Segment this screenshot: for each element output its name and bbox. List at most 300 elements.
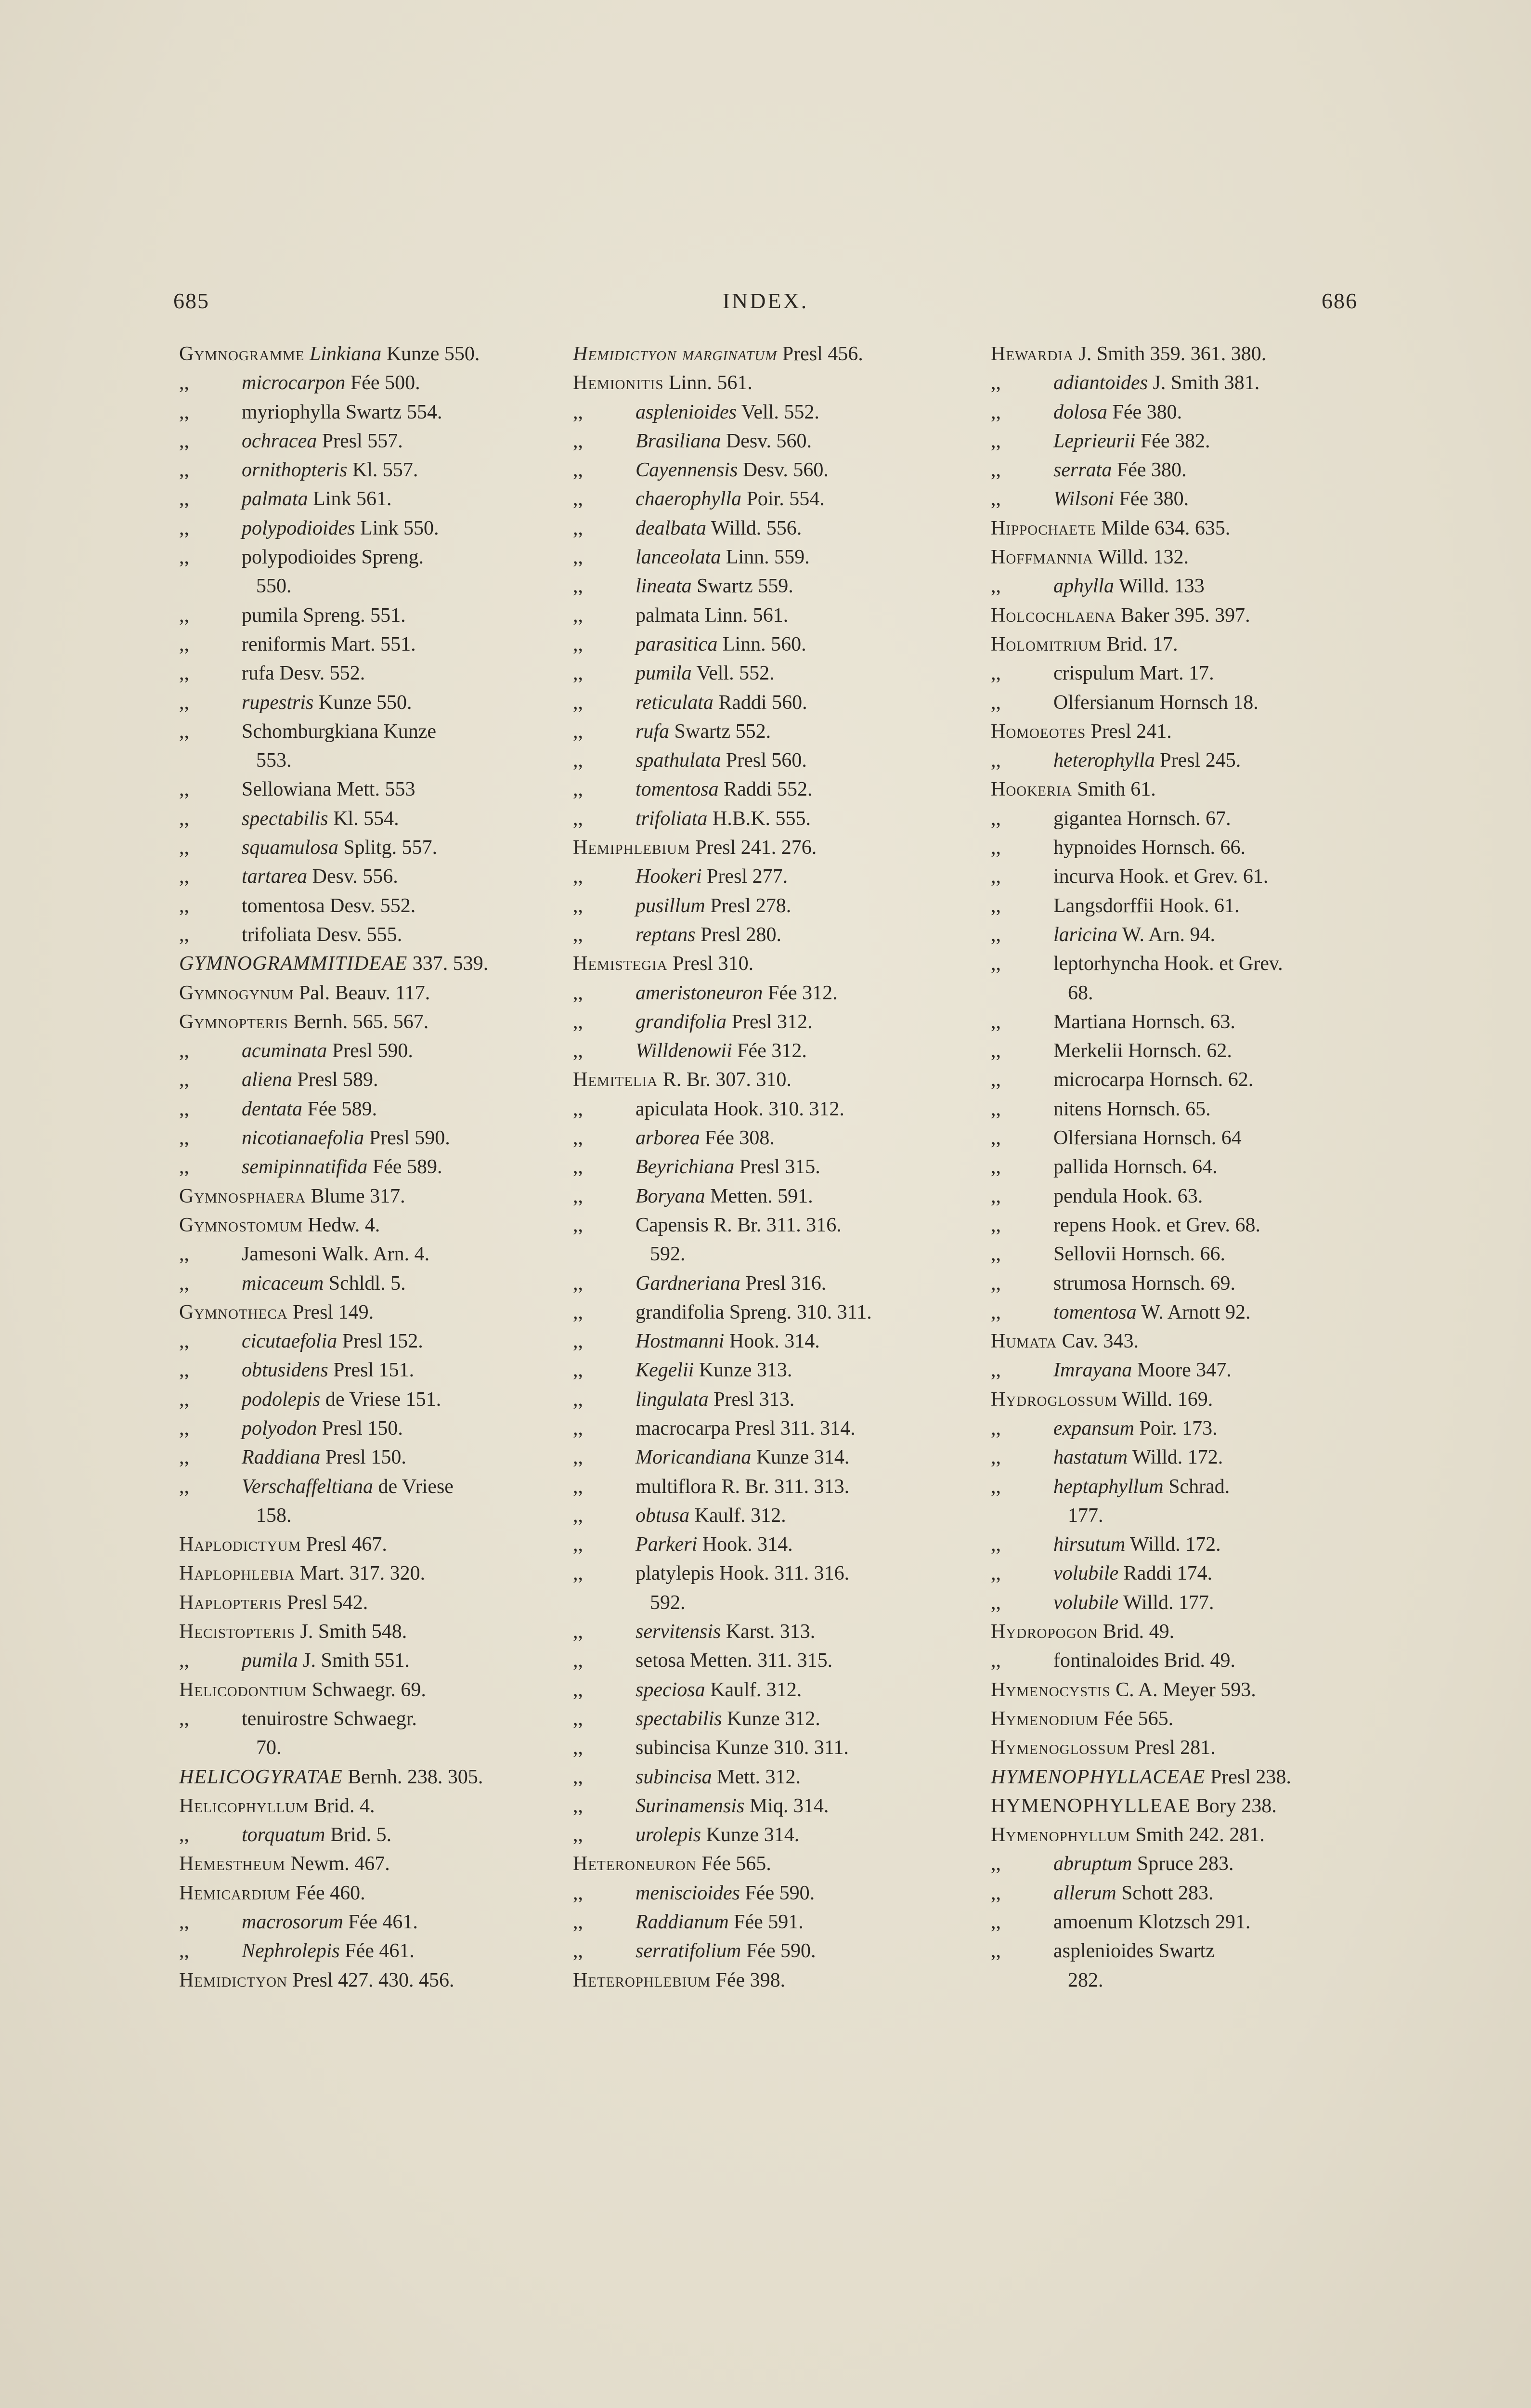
index-entry: [573, 1908, 973, 1937]
ditto-mark: ,,: [179, 720, 189, 743]
entry-species: subincisa: [636, 1737, 711, 1759]
ditto-mark: ,,: [573, 1911, 583, 1934]
entry-species: grandifolia: [636, 1010, 727, 1033]
index-entry: [991, 1559, 1414, 1588]
index-entry: [991, 775, 1414, 804]
entry-reference: Cav. 343.: [1062, 1330, 1139, 1353]
entry-reference: Brid. 49.: [1103, 1621, 1175, 1643]
index-entry: [991, 1414, 1414, 1443]
entry-reference: Presl 589.: [297, 1069, 378, 1091]
entry-species: Langsdorffii: [1053, 894, 1155, 917]
entry-species: obtusidens: [242, 1359, 328, 1382]
ditto-mark: ,,: [573, 1882, 583, 1904]
entry-species: meniscioides: [636, 1882, 740, 1904]
entry-species: pendula: [1053, 1185, 1117, 1207]
ditto-mark: ,,: [573, 720, 583, 743]
entry-reference: Desv. 556.: [312, 865, 398, 888]
entry-species: cicutaefolia: [242, 1330, 337, 1353]
entry-species: laricina: [1053, 923, 1117, 946]
ditto-mark: ,,: [991, 1649, 1001, 1672]
index-entry: [179, 484, 579, 513]
entry-species: grandifolia: [636, 1301, 725, 1323]
entry-species: Beyrichiana: [636, 1156, 735, 1178]
ditto-mark: ,,: [179, 1940, 189, 1963]
index-entry: [991, 1356, 1414, 1385]
index-entry: [573, 920, 973, 949]
index-entry: [991, 688, 1414, 717]
index-entry: [991, 1617, 1414, 1646]
entry-species: speciosa: [636, 1678, 705, 1701]
ditto-mark: ,,: [179, 401, 189, 423]
ditto-mark: ,,: [179, 1098, 189, 1120]
entry-reference: Hornsch. 66.: [1121, 1243, 1225, 1266]
page-title: INDEX.: [722, 288, 809, 313]
entry-reference: Hornsch. 64: [1142, 1127, 1242, 1150]
entry-species: Brasiliana: [636, 430, 721, 452]
entry-reference: J. Smith 551.: [303, 1649, 410, 1672]
ditto-mark: ,,: [179, 1824, 189, 1846]
index-entry: [179, 1298, 579, 1327]
entry-reference: 592.: [650, 1591, 686, 1614]
entry-reference: Hornsch. 64.: [1113, 1156, 1218, 1178]
entry-species: torquatum: [242, 1824, 325, 1846]
index-column-1: [179, 340, 579, 1995]
ditto-mark: ,,: [991, 923, 1001, 946]
ditto-mark: ,,: [991, 865, 1001, 888]
entry-species: setosa: [636, 1649, 685, 1672]
index-entry: [179, 1065, 579, 1094]
index-entry: [991, 1966, 1414, 1995]
index-entry: [991, 1443, 1414, 1472]
index-entry: [573, 572, 973, 601]
entry-reference: Fée 380.: [1116, 459, 1187, 482]
index-entry: [179, 1849, 579, 1878]
entry-species: platylepis: [636, 1562, 714, 1585]
ditto-mark: ,,: [573, 1185, 583, 1207]
index-entry: [991, 1820, 1414, 1849]
entry-species: Merkelii: [1053, 1040, 1123, 1062]
entry-species: Nephrolepis: [242, 1940, 340, 1963]
entry-reference: Kunze 314.: [706, 1824, 800, 1846]
index-entry: [179, 775, 579, 804]
index-entry: [991, 804, 1414, 833]
entry-heading: Hemidictyon: [179, 1969, 287, 1991]
ditto-mark: ,,: [179, 923, 189, 946]
ditto-mark: ,,: [179, 1707, 189, 1730]
index-entry: [179, 1588, 579, 1617]
entry-reference: Presl 316.: [745, 1272, 827, 1295]
entry-heading: Hookeria: [991, 778, 1072, 801]
entry-reference: Schwaegr.: [333, 1707, 417, 1730]
index-entry: [991, 1240, 1414, 1269]
entry-reference: Hook. et Grev. 68.: [1111, 1214, 1260, 1236]
ditto-mark: ,,: [991, 894, 1001, 917]
index-entry: [179, 920, 579, 949]
index-entry: [179, 1269, 579, 1298]
ditto-mark: ,,: [573, 1010, 583, 1033]
entry-reference: Presl 152.: [342, 1330, 423, 1353]
entry-reference: Willd. 132.: [1098, 546, 1189, 569]
entry-reference: Schwaegr. 69.: [312, 1678, 426, 1701]
index-entry: [991, 659, 1414, 688]
entry-reference: Brid. 4.: [313, 1794, 375, 1817]
entry-reference: Swartz: [1158, 1940, 1215, 1963]
entry-species: repens: [1053, 1214, 1106, 1236]
entry-species: heterophylla: [1053, 749, 1155, 772]
index-entry: [179, 1879, 579, 1908]
ditto-mark: ,,: [991, 837, 1001, 859]
entry-species: Raddianum: [636, 1911, 729, 1934]
ditto-mark: ,,: [991, 1911, 1001, 1934]
entry-reference: Link 561.: [313, 488, 392, 510]
entry-reference: Presl 241. 276.: [695, 837, 817, 859]
ditto-mark: ,,: [991, 1475, 1001, 1498]
ditto-mark: ,,: [991, 1562, 1001, 1585]
index-entry: [179, 1008, 579, 1036]
index-entry: [991, 949, 1414, 978]
entry-reference: Fée 308.: [705, 1127, 775, 1150]
page-number-left: 685: [173, 288, 209, 313]
ditto-mark: ,,: [573, 865, 583, 888]
entry-reference: 550.: [256, 575, 292, 598]
index-entry: [179, 456, 579, 484]
index-entry: [991, 1385, 1414, 1414]
entry-reference: 553.: [256, 749, 292, 772]
entry-species: Imrayana: [1053, 1359, 1132, 1382]
ditto-mark: ,,: [573, 1388, 583, 1411]
entry-species: apiculata: [636, 1098, 709, 1120]
entry-reference: de Vriese 151.: [325, 1388, 441, 1411]
entry-species: palmata: [242, 488, 308, 510]
index-entry: [573, 398, 973, 427]
entry-species: Verschaffeltiana: [242, 1475, 373, 1498]
entry-species: palmata: [636, 604, 700, 627]
entry-species: podolepis: [242, 1388, 321, 1411]
entry-species: nicotianaefolia: [242, 1127, 364, 1150]
index-entry: [179, 1792, 579, 1820]
entry-reference: Kunze 312.: [727, 1707, 820, 1730]
ditto-mark: ,,: [179, 1330, 189, 1353]
ditto-mark: ,,: [179, 372, 189, 394]
ditto-mark: ,,: [573, 1649, 583, 1672]
entry-reference: Willd. 172.: [1132, 1446, 1223, 1469]
index-entry: [573, 1879, 973, 1908]
ditto-mark: ,,: [991, 1040, 1001, 1062]
entry-species: trifoliata: [242, 923, 311, 946]
entry-reference: Hedw. 4.: [308, 1214, 380, 1236]
index-entry: [573, 1095, 973, 1124]
entry-reference: Baker 395. 397.: [1121, 604, 1250, 627]
entry-species: gigantea: [1053, 807, 1122, 830]
entry-reference: R. Br. 307. 310.: [662, 1069, 791, 1091]
entry-species: tartarea: [242, 865, 308, 888]
entry-species: dealbata: [636, 517, 706, 539]
index-entry: [179, 1704, 579, 1733]
index-entry: [991, 1036, 1414, 1065]
entry-reference: Fée 312.: [767, 982, 838, 1004]
ditto-mark: ,,: [991, 430, 1001, 452]
index-entry: [573, 1211, 973, 1240]
index-entry: [573, 804, 973, 833]
entry-species: Hookeri: [636, 865, 702, 888]
entry-species: macrosorum: [242, 1911, 343, 1934]
entry-species: allerum: [1053, 1882, 1116, 1904]
entry-reference: Raddi 174.: [1123, 1562, 1213, 1585]
ditto-mark: ,,: [991, 807, 1001, 830]
entry-reference: Splitg. 557.: [343, 837, 438, 859]
index-entry: [179, 833, 579, 862]
ditto-mark: ,,: [573, 546, 583, 569]
entry-reference: Blume 317.: [311, 1185, 405, 1207]
entry-reference: Presl 150.: [325, 1446, 406, 1469]
ditto-mark: ,,: [991, 1127, 1001, 1150]
entry-species: reticulata: [636, 691, 714, 714]
entry-reference: Presl 238.: [1210, 1766, 1291, 1788]
index-entry: [179, 1820, 579, 1849]
ditto-mark: ,,: [991, 488, 1001, 510]
entry-species: Schomburgkiana: [242, 720, 378, 743]
ditto-mark: ,,: [991, 749, 1001, 772]
index-entry: [991, 340, 1414, 368]
entry-species: nitens: [1053, 1098, 1102, 1120]
index-entry: [991, 484, 1414, 513]
index-entry: [179, 630, 579, 659]
entry-species: Hostmanni: [636, 1330, 725, 1353]
ditto-mark: ,,: [573, 1127, 583, 1150]
ditto-mark: ,,: [573, 1621, 583, 1643]
index-entry: [991, 746, 1414, 775]
entry-species: servitensis: [636, 1621, 721, 1643]
index-entry: [573, 1646, 973, 1675]
entry-species: Kegelii: [636, 1359, 694, 1382]
entry-reference: Willd. 169.: [1122, 1388, 1213, 1411]
index-entry: [573, 1559, 973, 1588]
entry-species: chaerophylla: [636, 488, 742, 510]
index-entry: [573, 1675, 973, 1704]
entry-reference: W. Arnott 92.: [1141, 1301, 1251, 1323]
index-entry: [179, 1182, 579, 1211]
entry-reference: Raddi 560.: [718, 691, 807, 714]
ditto-mark: ,,: [179, 459, 189, 482]
entry-reference: Linn. 561.: [669, 372, 753, 394]
entry-species: amoenum: [1053, 1911, 1133, 1934]
entry-reference: Brid. 5.: [330, 1824, 392, 1846]
entry-species: rupestris: [242, 691, 314, 714]
index-entry: [179, 717, 579, 746]
ditto-mark: ,,: [573, 488, 583, 510]
entry-heading: Hymenodium: [991, 1707, 1099, 1730]
entry-reference: Presl 277.: [707, 865, 788, 888]
entry-reference: Milde 634. 635.: [1101, 517, 1231, 539]
ditto-mark: ,,: [573, 1098, 583, 1120]
entry-heading: Hippochaete: [991, 517, 1096, 539]
entry-reference: Spreng. 310. 311.: [729, 1301, 872, 1323]
index-entry: [573, 427, 973, 456]
entry-reference: Presl 590.: [332, 1040, 413, 1062]
entry-heading: Humata: [991, 1330, 1057, 1353]
ditto-mark: ,,: [179, 662, 189, 685]
entry-reference: Presl 151.: [333, 1359, 415, 1382]
index-entry: [179, 1124, 579, 1152]
index-entry: [991, 1733, 1414, 1762]
ditto-mark: ,,: [991, 1098, 1001, 1120]
entry-species: reptans: [636, 923, 696, 946]
entry-species: Willdenowii: [636, 1040, 732, 1062]
index-entry: [991, 572, 1414, 601]
index-entry: [991, 1065, 1414, 1094]
entry-reference: Kaulf. 312.: [710, 1678, 802, 1701]
ditto-mark: ,,: [991, 662, 1001, 685]
entry-reference: 70.: [256, 1737, 282, 1759]
index-entry: [179, 398, 579, 427]
entry-species: semipinnatifida: [242, 1156, 368, 1178]
ditto-mark: ,,: [179, 1040, 189, 1062]
index-entry: [179, 1937, 579, 1965]
entry-reference: H.B.K. 555.: [712, 807, 811, 830]
ditto-mark: ,,: [991, 459, 1001, 482]
entry-heading: Holomitrium: [991, 633, 1102, 655]
entry-heading: Hemitelia: [573, 1069, 658, 1091]
entry-reference: Fée 589.: [372, 1156, 442, 1178]
entry-species: Olfersiana: [1053, 1127, 1138, 1150]
ditto-mark: ,,: [573, 1330, 583, 1353]
entry-heading: Gymnogynum: [179, 982, 294, 1004]
entry-species: pallida: [1053, 1156, 1109, 1178]
entry-species: Parkeri: [636, 1533, 698, 1556]
ditto-mark: ,,: [991, 1243, 1001, 1266]
entry-species: fontinaloides: [1053, 1649, 1159, 1672]
index-entry: [573, 1036, 973, 1065]
ditto-mark: ,,: [179, 865, 189, 888]
entry-species: asplenioides: [1053, 1940, 1154, 1963]
entry-heading: Heteroneuron: [573, 1853, 697, 1875]
entry-reference: 68.: [1068, 982, 1093, 1004]
entry-reference: Spreng. 551.: [303, 604, 406, 627]
entry-heading: Hydroglossum: [991, 1388, 1118, 1411]
entry-reference: Presl 427. 430. 456.: [292, 1969, 454, 1991]
ditto-mark: ,,: [573, 1214, 583, 1236]
entry-reference: Kaulf. 312.: [694, 1504, 786, 1527]
entry-species: ameristoneuron: [636, 982, 763, 1004]
entry-species: pumila: [242, 1649, 298, 1672]
ditto-mark: ,,: [573, 401, 583, 423]
index-entry: [991, 1937, 1414, 1965]
index-entry: [179, 979, 579, 1008]
entry-reference: Presl 542.: [287, 1591, 368, 1614]
ditto-mark: ,,: [573, 1504, 583, 1527]
entry-species: polypodioides: [242, 517, 355, 539]
index-entry: [573, 543, 973, 572]
entry-heading: Hecistopteris: [179, 1621, 295, 1643]
entry-reference: Fée 380.: [1119, 488, 1189, 510]
index-entry: [991, 1095, 1414, 1124]
entry-reference: Fée 312.: [737, 1040, 807, 1062]
entry-reference: Presl 313.: [714, 1388, 795, 1411]
entry-species: microcarpa: [1053, 1069, 1144, 1091]
index-entry: [991, 601, 1414, 630]
entry-reference: Presl 456.: [782, 343, 863, 365]
entry-reference: Hornsch. 62.: [1149, 1069, 1254, 1091]
index-entry: [179, 1501, 579, 1530]
entry-species: pusillum: [636, 894, 705, 917]
index-entry: [991, 1008, 1414, 1036]
index-entry: [179, 1559, 579, 1588]
entry-species: asplenioides: [636, 401, 737, 423]
entry-reference: Desv. 560.: [742, 459, 829, 482]
ditto-mark: ,,: [573, 749, 583, 772]
entry-species: multiflora: [636, 1475, 716, 1498]
entry-reference: 337. 539.: [412, 953, 489, 975]
ditto-mark: ,,: [991, 1185, 1001, 1207]
index-entry: [179, 688, 579, 717]
index-entry: [991, 1908, 1414, 1937]
entry-species: Raddiana: [242, 1446, 321, 1469]
ditto-mark: ,,: [573, 778, 583, 801]
entry-species: Sellovii: [1053, 1243, 1116, 1266]
index-entry: [573, 456, 973, 484]
entry-reference: Presl 557.: [322, 430, 403, 452]
index-entry: [179, 1095, 579, 1124]
entry-species: crispulum: [1053, 662, 1134, 685]
ditto-mark: ,,: [573, 807, 583, 830]
index-entry: [573, 514, 973, 543]
entry-reference: Mart. 317. 320.: [300, 1562, 426, 1585]
ditto-mark: ,,: [179, 807, 189, 830]
entry-reference: Spruce 283.: [1137, 1853, 1234, 1875]
entry-species: polypodioides: [242, 546, 356, 569]
entry-species: lanceolata: [636, 546, 721, 569]
entry-reference: Schott 283.: [1121, 1882, 1214, 1904]
entry-species: trifoliata: [636, 807, 708, 830]
entry-reference: Linn. 560.: [722, 633, 806, 655]
entry-species: Gardneriana: [636, 1272, 740, 1295]
ditto-mark: ,,: [573, 1707, 583, 1730]
entry-heading: Hemidictyon marginatum: [573, 343, 778, 365]
entry-reference: W. Arn. 94.: [1122, 923, 1216, 946]
index-entry: [991, 920, 1414, 949]
index-entry: [179, 1472, 579, 1501]
entry-reference: Willd. 177.: [1123, 1591, 1214, 1614]
entry-heading: Gymnostomum: [179, 1214, 303, 1236]
entry-reference: Karst. 313.: [726, 1621, 816, 1643]
index-entry: [573, 1385, 973, 1414]
entry-reference: Hook. 314.: [729, 1330, 820, 1353]
entry-species: reniformis: [242, 633, 326, 655]
index-entry: [573, 979, 973, 1008]
ditto-mark: ,,: [573, 1040, 583, 1062]
index-entry: [991, 1763, 1414, 1792]
entry-heading: Hydropogon: [991, 1621, 1098, 1643]
index-entry: [573, 1733, 973, 1762]
ditto-mark: ,,: [991, 1010, 1001, 1033]
entry-heading: Gymnotheca: [179, 1301, 288, 1323]
index-entry: [573, 717, 973, 746]
index-entry: [179, 368, 579, 397]
index-entry: [573, 949, 973, 978]
index-entry: [179, 746, 579, 775]
index-entry: [573, 688, 973, 717]
entry-reference: Swartz 559.: [697, 575, 793, 598]
ditto-mark: ,,: [991, 1214, 1001, 1236]
entry-species: hirsutum: [1053, 1533, 1126, 1556]
ditto-mark: ,,: [179, 1475, 189, 1498]
ditto-mark: ,,: [179, 517, 189, 539]
entry-species: serrata: [1053, 459, 1112, 482]
entry-reference: Metten. 311. 315.: [690, 1649, 833, 1672]
entry-reference: Hook. 63.: [1122, 1185, 1203, 1207]
entry-species: parasitica: [636, 633, 718, 655]
entry-species: Boryana: [636, 1185, 705, 1207]
